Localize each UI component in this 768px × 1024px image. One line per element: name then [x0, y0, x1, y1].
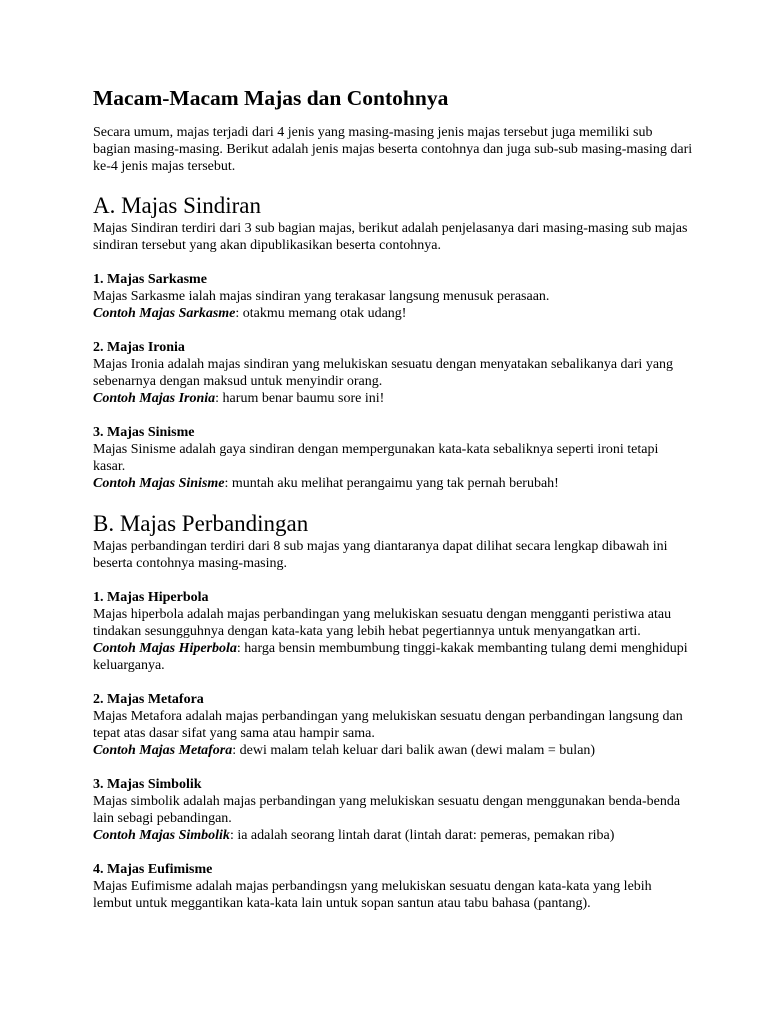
example-label: Contoh Majas Ironia [93, 391, 216, 406]
section-description: Majas Sindiran terdiri dari 3 sub bagian majas, berikut adalah penjelasanya dari masing-masing sub majas sindiran tersebut yang akan dipublikasikan beserta contohnya. [93, 221, 688, 253]
item-majas-sarkasme [93, 271, 693, 322]
example-text: : ia adalah seorang lintah darat (lintah darat: pemeras, pemakan riba) [229, 828, 615, 843]
item-description: Majas Sarkasme ialah majas sindiran yang terakasar langsung menusuk perasaan. [93, 289, 550, 304]
item-description: Majas Sinisme adalah gaya sindiran dengan mempergunakan kata-kata sebaliknya seperti ironi tetapi kasar. [93, 442, 659, 474]
item-example [93, 640, 693, 674]
example-text: : muntah aku melihat perangaimu yang tak pernah berubah! [224, 476, 559, 491]
item-title: 3. Majas Sinisme [93, 425, 195, 440]
item-majas-hiperbola [93, 589, 693, 674]
item-description: Majas Eufimisme adalah majas perbandingsn yang melukiskan sesuatu dengan kata-kata yang lebih lembut untuk meggantikan kata-kata lain untuk sopan santun atau tabu bahasa (pantang). [93, 879, 652, 911]
example-text: : harga bensin membumbung tinggi-kakak membanting tulang demi menghidupi keluarganya. [93, 641, 688, 673]
section-title: B. Majas Perbandingan [93, 511, 309, 536]
item-example [93, 390, 693, 407]
example-text: : dewi malam telah keluar dari balik awan (dewi malam = bulan) [232, 743, 596, 758]
item-majas-simbolik [93, 776, 693, 844]
example-text: : otakmu memang otak udang! [235, 306, 407, 321]
item-majas-metafora [93, 691, 693, 759]
item-description: Majas hiperbola adalah majas perbandingan yang melukiskan sesuatu dengan mengganti peristiwa atau tindakan sesungguhnya dengan kata-kata yang lebih hebat pegertiannya untuk menyangatkan arti. [93, 607, 672, 639]
section-majas-perbandingan [93, 510, 693, 912]
example-label: Contoh Majas Simbolik [93, 828, 230, 843]
example-text: : harum benar baumu sore ini! [215, 391, 385, 406]
item-majas-ironia [93, 339, 693, 407]
item-description: Majas Ironia adalah majas sindiran yang melukiskan sesuatu dengan menyatakan sebalikanya dari yang sebenarnya dengan maksud untuk menyindir orang. [93, 357, 674, 389]
section-title: A. Majas Sindiran [93, 193, 262, 218]
example-label: Contoh Majas Sinisme [93, 476, 225, 491]
section-spacer [93, 492, 693, 510]
item-majas-eufimisme [93, 861, 693, 912]
section-majas-sindiran [93, 192, 693, 492]
item-title: 3. Majas Simbolik [93, 777, 202, 792]
item-example [93, 742, 693, 759]
item-title: 1. Majas Hiperbola [93, 590, 209, 605]
item-example [93, 305, 693, 322]
item-majas-sinisme [93, 424, 693, 492]
intro-paragraph: Secara umum, majas terjadi dari 4 jenis yang masing-masing jenis majas tersebut juga memiliki sub bagian masing-masing. Berikut adalah jenis majas beserta contohnya dan juga sub-sub masing-masing dari ke-4 jenis majas tersebut. [93, 125, 693, 174]
item-title: 1. Majas Sarkasme [93, 272, 207, 287]
item-description: Majas Metafora adalah majas perbandingan yang melukiskan sesuatu dengan perbandingan langsung dan tepat atas dasar sifat yang sama atau hampir sama. [93, 709, 683, 741]
item-title: 4. Majas Eufimisme [93, 862, 213, 877]
example-label: Contoh Majas Metafora [93, 743, 233, 758]
item-title: 2. Majas Ironia [93, 340, 185, 355]
example-label: Contoh Majas Sarkasme [93, 306, 236, 321]
example-label: Contoh Majas Hiperbola [93, 641, 237, 656]
item-example [93, 475, 693, 492]
item-title: 2. Majas Metafora [93, 692, 204, 707]
document-title: Macam-Macam Majas dan Contohnya [93, 86, 449, 110]
item-description: Majas simbolik adalah majas perbandingan yang melukiskan sesuatu dengan menggunakan benda-benda lain sebagi pebandingan. [93, 794, 681, 826]
item-example [93, 827, 693, 844]
section-description: Majas perbandingan terdiri dari 8 sub majas yang diantaranya dapat dilihat secara lengkap dibawah ini beserta contohnya masing-masing. [93, 539, 668, 571]
document-page [93, 84, 693, 912]
